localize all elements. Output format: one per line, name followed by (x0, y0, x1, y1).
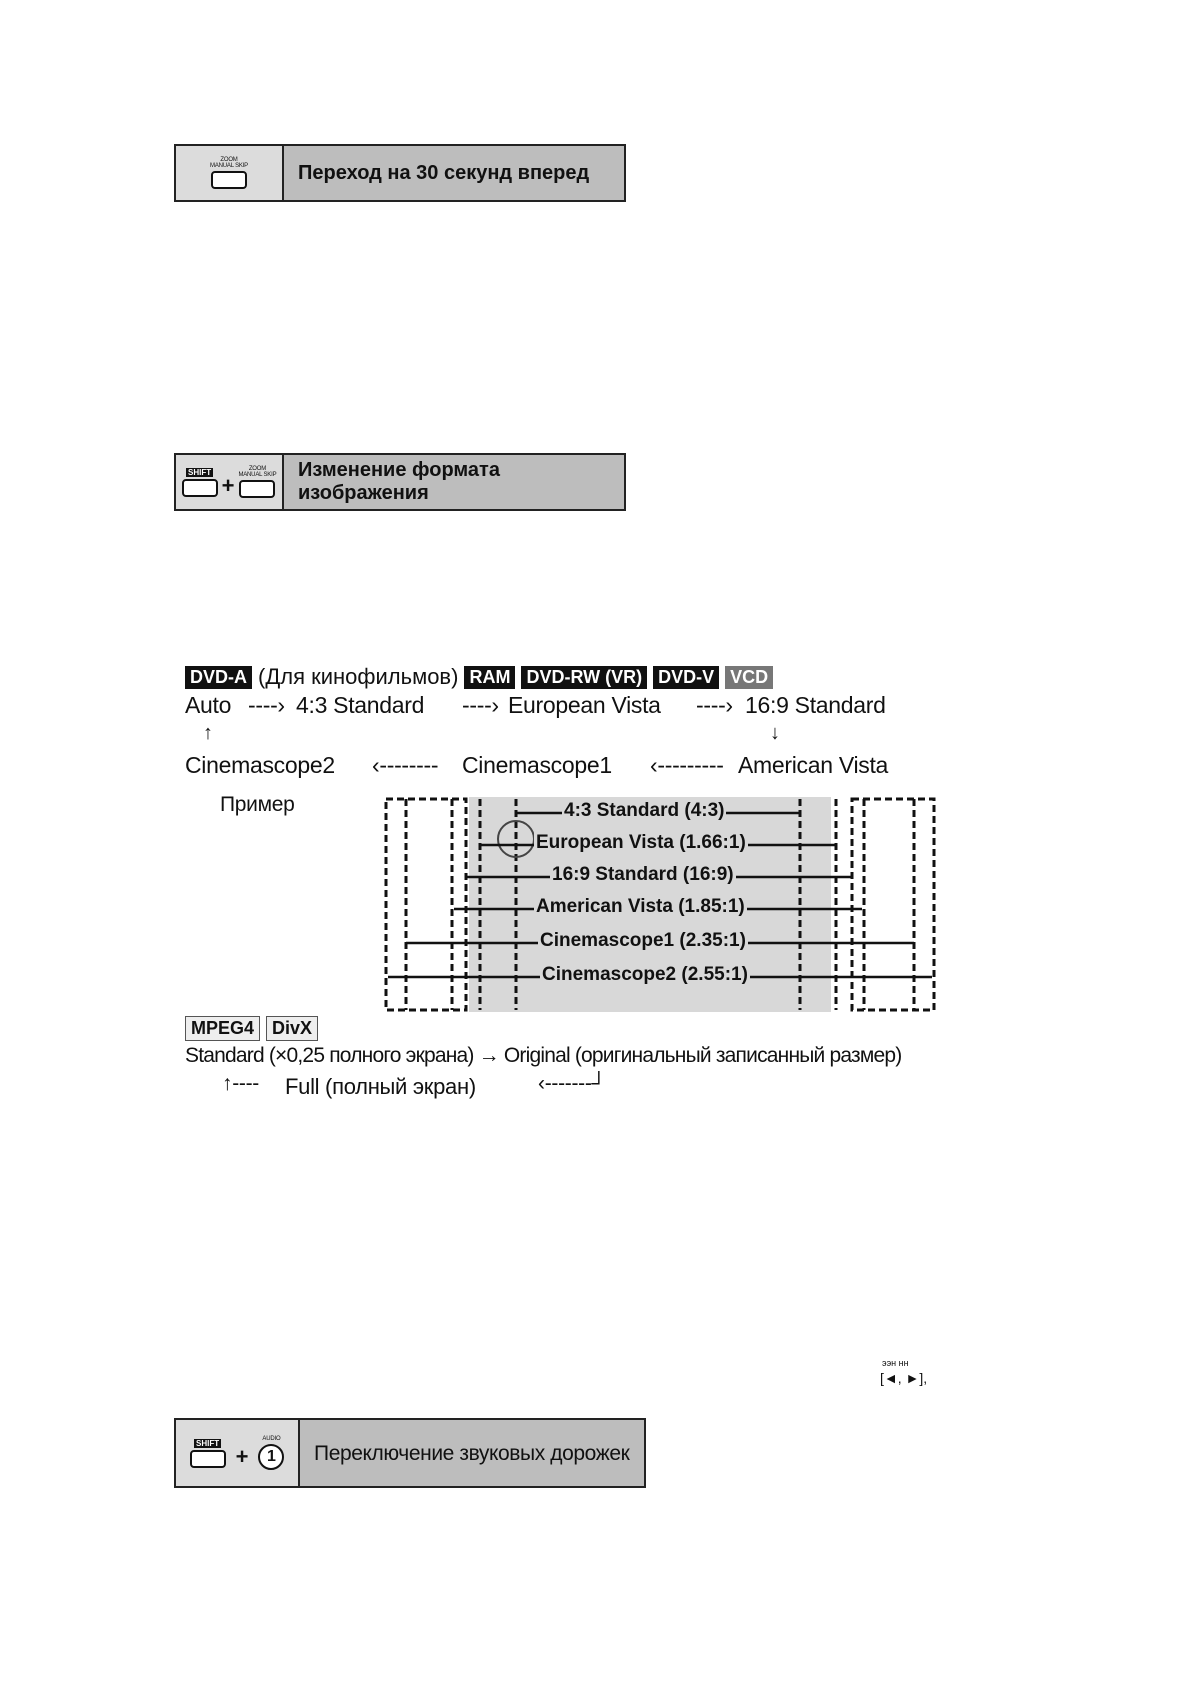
diagram-european: European Vista (1.66:1) (536, 832, 746, 853)
key-caption-zoom: ZOOM (220, 157, 238, 163)
cycle-arrow-icon: ‹--------- (650, 752, 724, 778)
badge-divx: DivX (266, 1016, 318, 1041)
cycle-arrow-icon: ----› (462, 692, 499, 718)
diagram-cinemascope2: Cinemascope2 (2.55:1) (542, 964, 748, 985)
key-caption-manual-skip: MANUAL SKIP (210, 163, 248, 169)
aspect-change-instruction (174, 453, 626, 511)
mpeg-badge-row (185, 1016, 318, 1041)
aspect-change-label (284, 455, 500, 509)
cycle-american: American Vista (738, 752, 889, 778)
cycle-43: 4:3 Standard (296, 692, 425, 718)
skip-forward-label: Переход на 30 секунд вперед (298, 161, 590, 184)
remote-button-icon (190, 1450, 226, 1468)
cycle-arrow-icon: ----› (248, 692, 285, 718)
cycle-arrow-icon: ----› (696, 692, 733, 718)
remote-button-icon (182, 479, 218, 497)
badge-dvd-rw: DVD-RW (VR) (521, 666, 647, 689)
up-arrow-icon: ↑ (203, 722, 213, 744)
plus-sign: + (221, 473, 235, 498)
disc-type-row (185, 664, 773, 690)
cycle-european: European Vista (508, 692, 661, 718)
shift-label: SHIFT (188, 467, 212, 477)
aspect-label-line2: изображения (298, 482, 429, 504)
badge-vcd: VCD (725, 666, 773, 689)
audio-button-icon: 1 (258, 1444, 284, 1470)
diagram-43: 4:3 Standard (4:3) (564, 800, 725, 821)
key-caption-manual-skip: MANUAL SKIP (238, 472, 277, 478)
audio-track-instruction (174, 1418, 646, 1488)
skip-forward-instruction (174, 144, 626, 202)
diagram-american: American Vista (1.85:1) (536, 896, 745, 917)
remote-button-icon (239, 480, 275, 498)
cycle-auto: Auto (185, 692, 232, 718)
key-caption-zoom: ZOOM (248, 466, 267, 472)
cycle-cinemascope2: Cinemascope2 (185, 752, 335, 778)
zoom-key (238, 466, 276, 498)
mpeg-cycle-line: Standard (×0,25 полного экрана) → Original (оригинальный записанный размер) (185, 1044, 902, 1067)
stray-arrows-text: [◄, ►], (880, 1370, 928, 1386)
return-arrow-icon: ↑---- (222, 1072, 259, 1095)
aspect-label-line1: Изменение формата (298, 459, 500, 481)
movies-note: (Для кинофильмов) (258, 664, 459, 689)
down-arrow-icon: ↓ (770, 722, 780, 744)
cycle-arrow-icon: ‹-------- (372, 752, 439, 778)
frame-outer-left (386, 799, 466, 1010)
shift-audio-keys (176, 1420, 300, 1486)
badge-ram: RAM (464, 666, 515, 689)
plus-sign: + (235, 1444, 249, 1469)
example-label: Пример (220, 793, 295, 816)
zoom-manual-skip-key (176, 146, 284, 200)
shift-key (190, 1439, 226, 1468)
return-arrow-icon: ‹-------┘ (538, 1072, 607, 1095)
audio-track-label: Переключение звуковых дорожек (314, 1441, 630, 1465)
shift-label: SHIFT (196, 1438, 220, 1448)
audio-key (258, 1436, 284, 1470)
shift-key (182, 468, 218, 497)
key-caption-audio: AUDIO (262, 1436, 281, 1442)
mpeg-full: Full (полный экран) (285, 1074, 476, 1099)
remote-button-icon (211, 171, 247, 189)
diagram-169: 16:9 Standard (16:9) (552, 864, 734, 885)
badge-dvd-v: DVD-V (653, 666, 719, 689)
badge-mpeg4: MPEG4 (185, 1016, 260, 1041)
badge-dvd-a: DVD-A (185, 666, 252, 689)
cycle-169: 16:9 Standard (745, 692, 886, 718)
aspect-diagram (384, 797, 939, 1012)
zoom-key (210, 157, 248, 189)
shift-zoom-keys (176, 455, 284, 509)
stray-text-top: ээн нн (882, 1358, 909, 1368)
diagram-cinemascope1: Cinemascope1 (2.35:1) (540, 930, 746, 951)
cycle-cinemascope1: Cinemascope1 (462, 752, 612, 778)
